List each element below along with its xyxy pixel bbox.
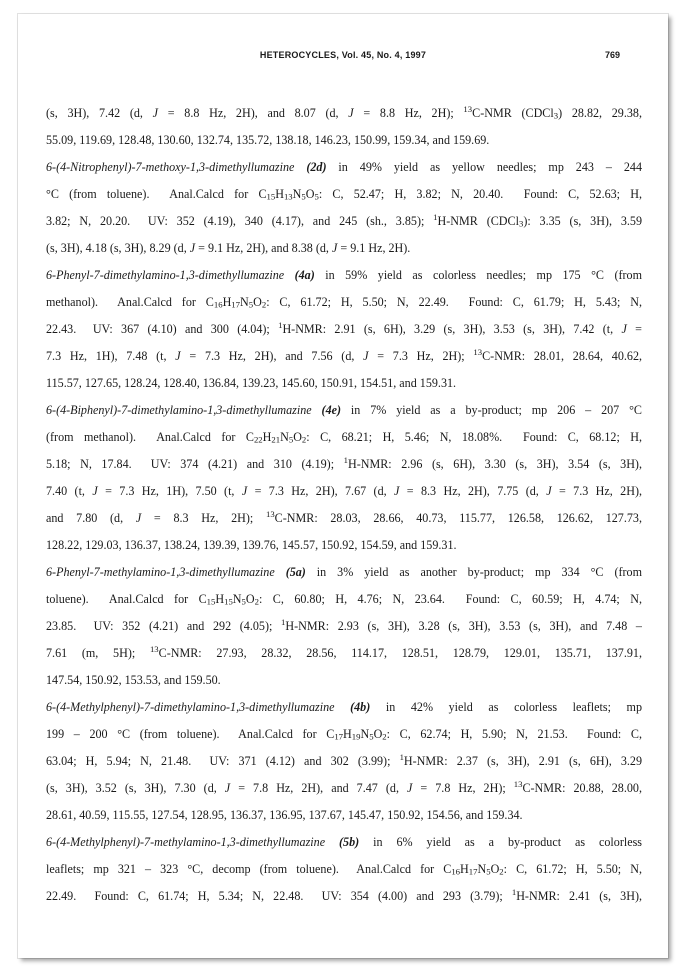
text-line: methanol). Anal.Calcd for $C_{16}H_{17}N_5O_2$: C, 61.72; H, 5.50; N, 22.49. Found: C, 61.79; H, 5.43; N,: [46, 295, 643, 310]
text-line: 147.54, 150.92, 153.53, and 159.50.: [46, 673, 221, 687]
text-line: 7.3 Hz, 1H), 7.48 (t, J = 7.3 Hz, 2H), and 7.56 (d, J = 7.3 Hz, 2H); $^{13}$C-NMR: 28.01, 28.64, 40.62,: [46, 347, 643, 363]
text-line: 63.04; H, 5.94; N, 21.48. UV: 371 (4.12) and 302 (3.99); $^1$H-NMR: 2.37 (s, 3H), 2.91 (s, 6H), 3.29: [46, 752, 642, 768]
body-text: [18, 100, 642, 910]
text-line: 6-(4-Methylphenyl)-7-dimethylamino-1,3-dimethyllumazine (4b) in 42% yield as colorless leaflets; mp: [46, 700, 642, 714]
text-line: 199 – 200 °C (from toluene). Anal.Calcd for $C_{17}H_{19}N_5O_2$: C, 62.74; H, 5.90; N, 21.53. Found: C,: [46, 727, 642, 742]
text-line: 6-(4-Methylphenyl)-7-methylamino-1,3-dimethyllumazine (5b) in 6% yield as a by-product as colorless: [46, 835, 643, 849]
text-line: 6-Phenyl-7-methylamino-1,3-dimethyllumazine (5a) in 3% yield as another by-product; mp 334 °C (from: [46, 565, 642, 579]
text-line: 28.61, 40.59, 115.55, 127.54, 128.95, 136.37, 136.95, 137.67, 145.47, 150.92, 154.56, and 159.34.: [46, 808, 523, 822]
running-header: [18, 50, 668, 64]
text-line: 55.09, 119.69, 128.48, 130.60, 132.74, 135.72, 138.18, 146.23, 150.99, 159.34, and 159.69.: [46, 133, 490, 147]
text-line: 22.49. Found: C, 61.74; H, 5.34; N, 22.48. UV: 354 (4.00) and 293 (3.79); $^1$H-NMR: 2.41 (s, 3H),: [46, 887, 642, 903]
page-number: 769: [604, 50, 620, 60]
journal-citation: HETEROCYCLES, Vol. 45, No. 4, 1997: [259, 50, 427, 60]
text-line: leaflets; mp 321 – 323 °C, decomp (from toluene). Anal.Calcd for $C_{16}H_{17}N_5O_2$: C, 61.72; H, 5.50; N,: [46, 862, 642, 877]
document-page: [18, 14, 668, 958]
text-line: (s, 3H), 3.52 (s, 3H), 7.30 (d, J = 7.8 Hz, 2H), and 7.47 (d, J = 7.8 Hz, 2H); $^{13}$C-NMR: 20.88, 28.00,: [46, 779, 642, 795]
text-line: and 7.80 (d, J = 8.3 Hz, 2H); $^{13}$C-NMR: 28.03, 28.66, 40.73, 115.77, 126.58, 126.62, 127.73,: [46, 509, 642, 525]
text-line: 6-(4-Nitrophenyl)-7-methoxy-1,3-dimethyllumazine (2d) in 49% yield as yellow needles; mp 243 – 244: [46, 160, 642, 174]
text-line: (s, 3H), 7.42 (d, J = 8.8 Hz, 2H), and 8.07 (d, J = 8.8 Hz, 2H); $^{13}$C-NMR (CDCl$_3$) 28.82, 29.38,: [46, 104, 642, 121]
text-line: 6-(4-Biphenyl)-7-dimethylamino-1,3-dimethyllumazine (4e) in 7% yield as a by-product; mp 206 – 207 °C: [46, 403, 642, 417]
text-line: 22.43. UV: 367 (4.10) and 300 (4.04); $^1$H-NMR: 2.91 (s, 6H), 3.29 (s, 3H), 3.53 (s, 3H), 7.42 (t, J =: [46, 320, 642, 336]
text-line: 3.82; N, 20.20. UV: 352 (4.19), 340 (4.17), and 245 (sh., 3.85); $^1$H-NMR (CDCl$_3$): 3.35 (s, 3H), 3.59: [46, 212, 642, 229]
text-line: toluene). Anal.Calcd for $C_{15}H_{15}N_5O_2$: C, 60.80; H, 4.76; N, 23.64. Found: C, 60.59; H, 4.74; N,: [46, 592, 642, 607]
text-line: 6-Phenyl-7-dimethylamino-1,3-dimethyllumazine (4a) in 59% yield as colorless needles; mp 175 °C (from: [46, 268, 642, 282]
text-line: °C (from toluene). Anal.Calcd for $C_{15}H_{13}N_5O_5$: C, 52.47; H, 3.82; N, 20.40. Found: C, 52.63; H,: [46, 187, 642, 202]
text-line: 23.85. UV: 352 (4.21) and 292 (4.05); $^1$H-NMR: 2.93 (s, 3H), 3.28 (s, 3H), 3.53 (s, 3H), and 7.48 –: [46, 617, 642, 633]
text-line: 5.18; N, 17.84. UV: 374 (4.21) and 310 (4.19); $^1$H-NMR: 2.96 (s, 6H), 3.30 (s, 3H), 3.54 (s, 3H),: [46, 455, 642, 471]
text-line: (s, 3H), 4.18 (s, 3H), 8.29 (d, J = 9.1 Hz, 2H), and 8.38 (d, J = 9.1 Hz, 2H).: [46, 241, 411, 255]
text-line: 7.61 (m, 5H); $^{13}$C-NMR: 27.93, 28.32, 28.56, 114.17, 128.51, 128.79, 129.01, 135.71, 137.91,: [46, 644, 642, 660]
text-line: 7.40 (t, J = 7.3 Hz, 1H), 7.50 (t, J = 7.3 Hz, 2H), 7.67 (d, J = 8.3 Hz, 2H), 7.75 (d, J = 7.3 Hz, 2H),: [46, 484, 643, 498]
text-line: 128.22, 129.03, 136.37, 138.24, 139.39, 139.76, 145.57, 150.92, 154.59, and 159.31.: [46, 538, 457, 552]
text-line: (from methanol). Anal.Calcd for $C_{22}H_{21}N_5O_2$: C, 68.21; H, 5.46; N, 18.08%. Found: C, 68.12; H,: [46, 430, 642, 445]
text-line: 115.57, 127.65, 128.24, 128.40, 136.84, 139.23, 145.60, 150.91, 154.51, and 159.31.: [46, 376, 457, 390]
